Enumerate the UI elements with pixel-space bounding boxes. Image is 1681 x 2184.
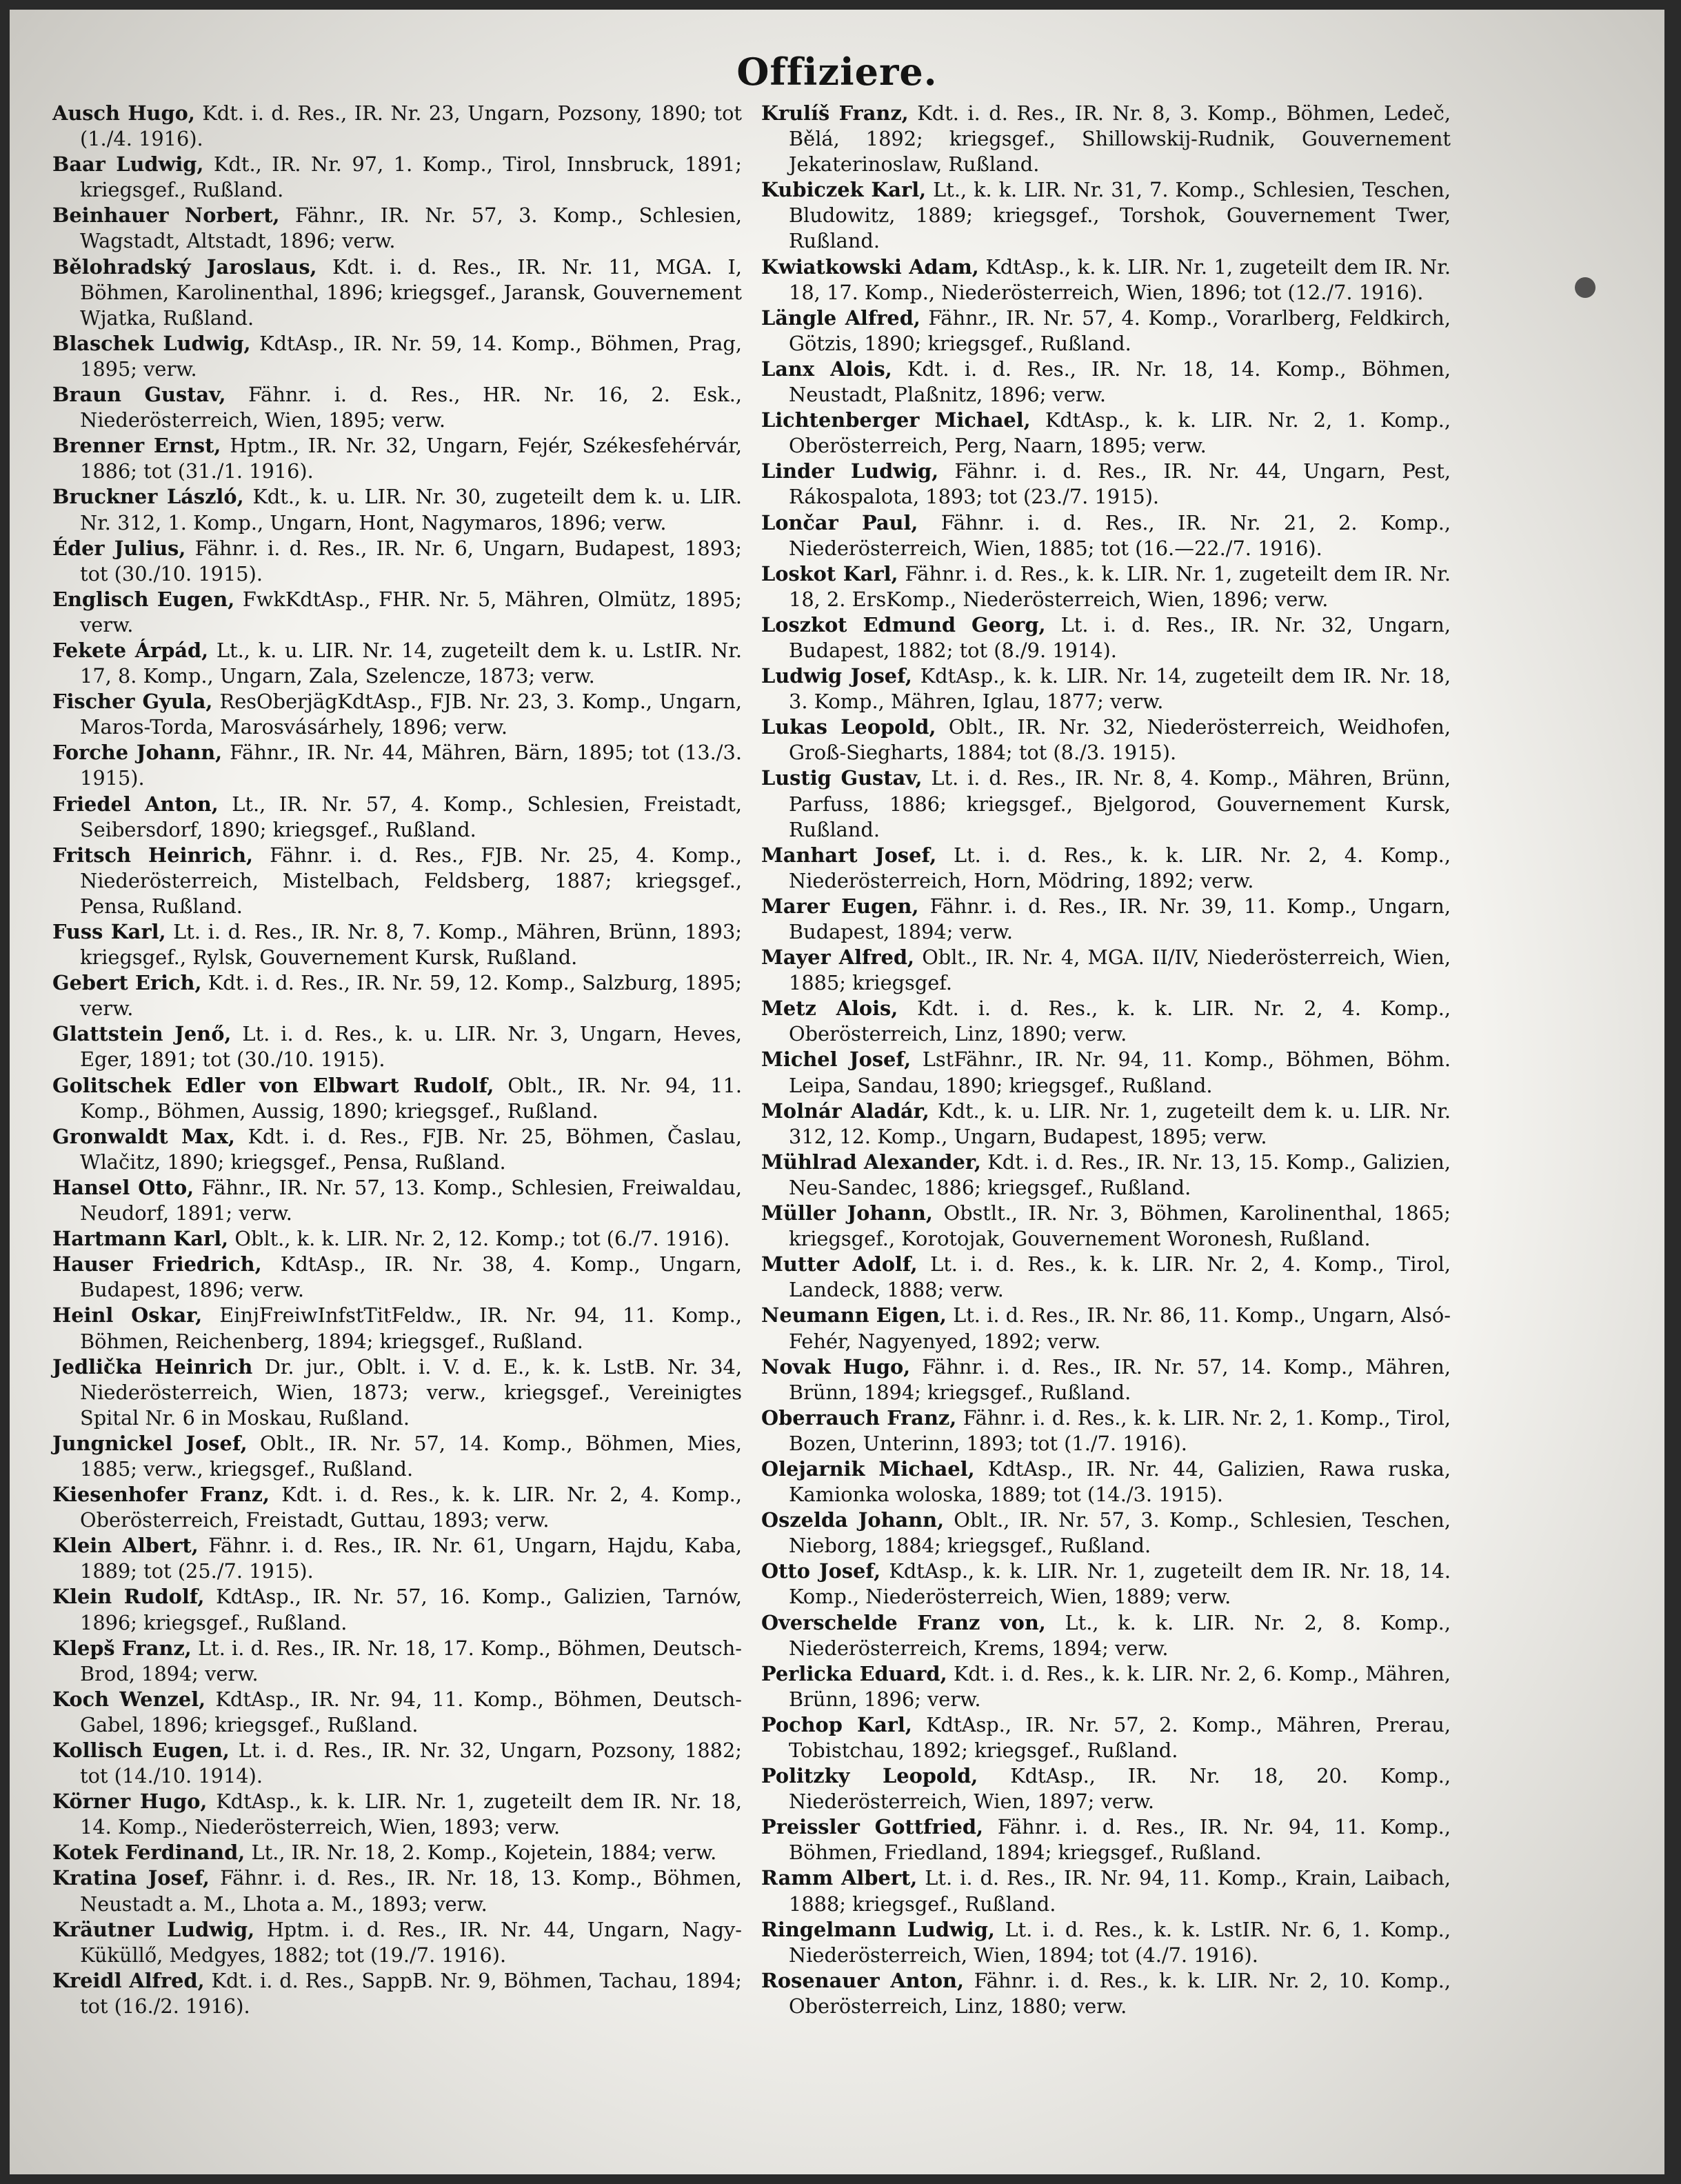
entry-details: Kdt. i. d. Res., IR. Nr. 8, 3. Komp., Böhmen, Ledeč, Bělá, 1892; kriegsgef., Shillowskij-Rudnik, Gouvernement Jekaterinoslaw, Rußland. (789, 101, 1451, 177)
entry-name: Mayer Alfred, (761, 945, 915, 970)
entry-details: KdtAsp., k. k. LIR. Nr. 1, zugeteilt dem IR. Nr. 18, 14. Komp., Niederösterreich, Wien, 1889; verw. (789, 1559, 1451, 1609)
entry-details: Kdt., k. u. LIR. Nr. 30, zugeteilt dem k. u. LIR. Nr. 312, 1. Komp., Ungarn, Hont, Nagymaros, 1896; verw. (80, 485, 742, 534)
list-item (761, 510, 1451, 561)
entry-name: Müller Johann, (761, 1201, 933, 1225)
entry-name: Koch Wenzel, (52, 1687, 206, 1711)
entry-name: Michel Josef, (761, 1048, 912, 1072)
entry-details: Lt. i. d. Res., IR. Nr. 8, 7. Komp., Mähren, Brünn, 1893; kriegsgef., Rylsk, Gouvernement Kursk, Rußland. (80, 920, 742, 970)
entry-name: Kwiatkowski Adam, (761, 254, 979, 279)
entry-name: Körner Hugo, (52, 1790, 208, 1814)
entry-details: Kdt. i. d. Res., k. k. LIR. Nr. 2, 4. Komp., Oberösterreich, Freistadt, Guttau, 1893; verw. (80, 1483, 742, 1532)
list-item (52, 433, 742, 484)
list-item (52, 1431, 742, 1482)
list-item (761, 1814, 1451, 1865)
list-item (761, 894, 1451, 945)
list-item (761, 1559, 1451, 1610)
list-item (52, 484, 742, 535)
entry-details: Hptm. i. d. Res., IR. Nr. 44, Ungarn, Nagy-Küküllő, Medgyes, 1882; tot (19./7. 1916). (80, 1917, 742, 1967)
entry-name: Mühlrad Alexander, (761, 1150, 981, 1174)
entry-name: Kubiczek Karl, (761, 178, 927, 202)
list-item (761, 612, 1451, 663)
entry-details: KdtAsp., IR. Nr. 38, 4. Komp., Ungarn, Budapest, 1896; verw. (80, 1252, 742, 1302)
list-item (52, 1968, 742, 2019)
entry-details: Lt. i. d. Res., k. k. LIR. Nr. 2, 4. Komp., Tirol, Landeck, 1888; verw. (789, 1252, 1451, 1302)
entry-details: KdtAsp., IR. Nr. 18, 20. Komp., Niederösterreich, Wien, 1897; verw. (789, 1764, 1451, 1814)
list-item (761, 1968, 1451, 2019)
entry-name: Lichtenberger Michael, (761, 408, 1031, 432)
entry-name: Oberrauch Franz, (761, 1405, 957, 1430)
entry-details: Lt., IR. Nr. 57, 4. Komp., Schlesien, Freistadt, Seibersdorf, 1890; kriegsgef., Rußland. (80, 792, 743, 841)
entry-name: Jungnickel Josef, (52, 1431, 248, 1455)
entry-details: Lt., k. k. LIR. Nr. 2, 8. Komp., Niederösterreich, Krems, 1894; verw. (789, 1610, 1451, 1660)
entry-details: KdtAsp., k. k. LIR. Nr. 2, 1. Komp., Oberösterreich, Perg, Naarn, 1895; verw. (789, 408, 1451, 458)
left-column (52, 101, 742, 2019)
list-item (52, 1840, 742, 1865)
entry-details: KdtAsp., IR. Nr. 44, Galizien, Rawa ruska, Kamionka woloska, 1889; tot (14./3. 1915). (789, 1456, 1451, 1507)
entry-details: Lt. i. d. Res., k. k. LstIR. Nr. 6, 1. Komp., Niederösterreich, Wien, 1894; tot (4./7. 1916). (789, 1917, 1451, 1967)
entry-details: Oblt., IR. Nr. 57, 3. Komp., Schlesien, Teschen, Nieborg, 1884; kriegsgef., Rußland. (789, 1508, 1451, 1558)
entry-name: Heinl Oskar, (52, 1303, 203, 1328)
right-column (761, 101, 1451, 2019)
entry-name: Marer Eugen, (761, 894, 919, 918)
entry-name: Politzky Leopold, (761, 1764, 978, 1788)
entry-details: Fähnr. i. d. Res., IR. Nr. 61, Ungarn, Hajdu, Kaba, 1889; tot (25./7. 1915). (80, 1534, 742, 1583)
list-item (52, 1252, 742, 1303)
entry-details: Kdt. i. d. Res., FJB. Nr. 25, Böhmen, Časlau, Wlačitz, 1890; kriegsgef., Pensa, Rußland. (80, 1124, 742, 1174)
entry-name: Klein Albert, (52, 1534, 199, 1558)
entry-details: Fähnr., IR. Nr. 57, 4. Komp., Vorarlberg, Feldkirch, Götzis, 1890; kriegsgef., Rußland. (789, 305, 1451, 355)
list-item (52, 152, 742, 203)
entry-details: Fähnr. i. d. Res., HR. Nr. 16, 2. Esk., Niederösterreich, Wien, 1895; verw. (80, 383, 742, 432)
entry-name: Glattstein Jenő, (52, 1022, 232, 1046)
entry-name: Friedel Anton, (52, 792, 219, 816)
entry-details: Lt. i. d. Res., IR. Nr. 94, 11. Komp., Krain, Laibach, 1888; kriegsgef., Rußland. (789, 1866, 1451, 1916)
page-title: Offiziere. (736, 50, 938, 94)
entry-name: Beinhauer Norbert, (52, 203, 280, 228)
list-item (52, 1124, 742, 1175)
entry-details: Fähnr., IR. Nr. 57, 3. Komp., Schlesien, Wagstadt, Altstadt, 1896; verw. (80, 203, 742, 253)
entry-details: Fähnr. i. d. Res., IR. Nr. 57, 14. Komp., Mähren, Brünn, 1894; kriegsgef., Rußland. (789, 1354, 1451, 1404)
entry-name: Kollisch Eugen, (52, 1739, 230, 1762)
entry-name: Längle Alfred, (761, 305, 920, 330)
entry-details: Dr. jur., Oblt. i. V. d. E., k. k. LstB. Nr. 34, Niederösterreich, Wien, 1873; verw., kriegsgef., Vereinigtes Spital Nr. 6 in Moskau, Rußland. (80, 1354, 742, 1430)
entry-name: Hansel Otto, (52, 1175, 194, 1199)
list-item (52, 1226, 742, 1252)
entry-details: Lt. i. d. Res., IR. Nr. 8, 4. Komp., Mähren, Brünn, Parfuss, 1886; kriegsgef., Bjelgorod, Gouvernement Kursk, Rußland. (789, 766, 1451, 841)
entry-name: Kotek Ferdinand, (52, 1841, 245, 1865)
list-item (52, 1789, 742, 1840)
entry-details: Oblt., k. k. LIR. Nr. 2, 12. Komp.; tot (6./7. 1916). (228, 1227, 730, 1251)
entry-name: Hartmann Karl, (52, 1227, 229, 1251)
list-item (52, 382, 742, 433)
entry-name: Preissler Gottfried, (761, 1815, 984, 1839)
list-item (52, 638, 742, 689)
entry-name: Krulíš Franz, (761, 101, 909, 125)
list-item (52, 970, 742, 1021)
list-item (52, 740, 742, 791)
list-item (761, 1099, 1451, 1150)
entry-name: Englisch Eugen, (52, 587, 235, 611)
entry-name: Molnár Aladár, (761, 1099, 929, 1123)
list-item (761, 1201, 1451, 1252)
entry-name: Lanx Alois, (761, 357, 892, 381)
entry-details: Obstlt., IR. Nr. 3, Böhmen, Karolinenthal, 1865; kriegsgef., Korotojak, Gouvernement Woronesh, Rußland. (789, 1201, 1451, 1251)
entry-name: Éder Julius, (52, 536, 186, 560)
entry-details: Fähnr. i. d. Res., k. k. LIR. Nr. 2, 10. Komp., Oberösterreich, Linz, 1880; verw. (789, 1968, 1451, 2018)
entry-details: Fähnr. i. d. Res., IR. Nr. 6, Ungarn, Budapest, 1893; tot (30./10. 1915). (80, 536, 742, 585)
entry-details: Lt., k. u. LIR. Nr. 14, zugeteilt dem k. u. LstIR. Nr. 17, 8. Komp., Ungarn, Zala, Szelencze, 1873; verw. (80, 638, 742, 688)
entry-name: Fekete Árpád, (52, 638, 209, 662)
entry-details: Kdt. i. d. Res., IR. Nr. 11, MGA. I, Böhmen, Karolinenthal, 1896; kriegsgef., Jaransk, Gouvernement Wjatka, Rußland. (80, 254, 742, 330)
list-item (761, 1712, 1451, 1763)
entry-name: Oszelda Johann, (761, 1508, 945, 1532)
entry-name: Jedlička Heinrich (52, 1354, 253, 1379)
entry-details: Hptm., IR. Nr. 32, Ungarn, Fejér, Székesfehérvár, 1886; tot (31./1. 1916). (80, 434, 742, 483)
list-item (761, 254, 1451, 305)
list-item (52, 1687, 742, 1738)
entry-details: ResOberjägKdtAsp., FJB. Nr. 23, 3. Komp., Ungarn, Maros-Torda, Marosvásárhely, 1896; verw. (80, 690, 742, 739)
list-item (761, 1354, 1451, 1405)
entry-name: Hauser Friedrich, (52, 1252, 262, 1276)
list-item (761, 714, 1451, 765)
list-item (761, 459, 1451, 510)
entry-details: Lt. i. d. Res., IR. Nr. 32, Ungarn, Budapest, 1882; tot (8./9. 1914). (789, 612, 1451, 662)
list-item (761, 996, 1451, 1047)
entry-name: Bělohradský Jaroslaus, (52, 254, 317, 279)
ink-blot (1575, 277, 1596, 298)
entry-details: Kdt. i. d. Res., IR. Nr. 23, Ungarn, Pozsony, 1890; tot (1./4. 1916). (80, 101, 742, 151)
entry-details: Fähnr. i. d. Res., FJB. Nr. 25, 4. Komp., Niederösterreich, Mistelbach, Feldsberg, 1887; kriegsgef., Pensa, Rußland. (80, 843, 742, 918)
list-item (52, 792, 742, 843)
list-item (761, 1047, 1451, 1098)
entry-details: Oblt., IR. Nr. 32, Niederösterreich, Weidhofen, Groß-Siegharts, 1884; tot (8./3. 1915). (789, 715, 1451, 765)
list-item (52, 1073, 742, 1124)
entry-details: Kdt. i. d. Res., IR. Nr. 59, 12. Komp., Salzburg, 1895; verw. (80, 971, 742, 1021)
entry-name: Ludwig Josef, (761, 664, 912, 688)
list-item (52, 689, 742, 740)
list-item (52, 1482, 742, 1533)
entry-name: Blaschek Ludwig, (52, 331, 251, 355)
entry-name: Kräutner Ludwig, (52, 1917, 255, 1941)
list-item (761, 945, 1451, 996)
entry-name: Gronwaldt Max, (52, 1124, 235, 1148)
entry-name: Perlicka Eduard, (761, 1661, 947, 1685)
entry-name: Lončar Paul, (761, 510, 918, 534)
entry-name: Mutter Adolf, (761, 1252, 918, 1276)
list-item (761, 1405, 1451, 1456)
list-item (761, 1917, 1451, 1968)
entry-name: Golitschek Edler von Elbwart Rudolf, (52, 1073, 494, 1097)
list-item (52, 1636, 742, 1687)
list-item (52, 1917, 742, 1968)
list-item (52, 919, 742, 970)
entry-name: Rosenauer Anton, (761, 1968, 964, 1992)
list-item (761, 1150, 1451, 1201)
entry-details: KdtAsp., IR. Nr. 59, 14. Komp., Böhmen, Prag, 1895; verw. (80, 331, 742, 381)
list-item (761, 765, 1451, 842)
list-item (52, 1303, 742, 1354)
entry-details: Lt. i. d. Res., IR. Nr. 32, Ungarn, Pozsony, 1882; tot (14./10. 1914). (80, 1739, 742, 1788)
entry-details: EinjFreiwInfstTitFeldw., IR. Nr. 94, 11. Komp., Böhmen, Reichenberg, 1894; kriegsgef., Rußland. (80, 1303, 742, 1353)
entry-name: Kiesenhofer Franz, (52, 1483, 270, 1507)
list-item (761, 177, 1451, 254)
entry-name: Manhart Josef, (761, 843, 937, 867)
entry-details: KdtAsp., IR. Nr. 57, 16. Komp., Galizien, Tarnów, 1896; kriegsgef., Rußland. (80, 1585, 742, 1634)
list-item (52, 587, 742, 638)
list-item (761, 1303, 1451, 1354)
entry-name: Kreidl Alfred, (52, 1968, 205, 1992)
list-item (761, 561, 1451, 612)
entry-details: Kdt. i. d. Res., IR. Nr. 18, 14. Komp., Böhmen, Neustadt, Plaßnitz, 1896; verw. (789, 357, 1451, 407)
entry-name: Klepš Franz, (52, 1636, 192, 1660)
entry-details: KdtAsp., IR. Nr. 94, 11. Komp., Böhmen, Deutsch-Gabel, 1896; kriegsgef., Rußland. (80, 1687, 742, 1736)
entry-details: FwkKdtAsp., FHR. Nr. 5, Mähren, Olmütz, 1895; verw. (80, 587, 742, 637)
list-item (52, 1738, 742, 1789)
list-item (761, 1661, 1451, 1712)
entry-details: Fähnr. i. d. Res., IR. Nr. 21, 2. Komp., Niederösterreich, Wien, 1885; tot (16.—22./7. 1916). (789, 510, 1451, 560)
list-item (761, 1763, 1451, 1814)
entry-details: KdtAsp., k. k. LIR. Nr. 1, zugeteilt dem IR. Nr. 18, 17. Komp., Niederösterreich, Wien, 1896; tot (12./7. 1916). (789, 254, 1451, 304)
entry-name: Metz Alois, (761, 996, 898, 1021)
entry-details: Lt. i. d. Res., IR. Nr. 18, 17. Komp., Böhmen, Deutsch-Brod, 1894; verw. (80, 1636, 742, 1685)
entry-name: Otto Josef, (761, 1559, 881, 1583)
entry-details: Kdt. i. d. Res., k. k. LIR. Nr. 2, 4. Komp., Oberösterreich, Linz, 1890; verw. (789, 996, 1451, 1046)
list-item (761, 843, 1451, 894)
entry-details: Fähnr. i. d. Res., k. k. LIR. Nr. 1, zugeteilt dem IR. Nr. 18, 2. ErsKomp., Niederösterreich, Wien, 1896; verw. (789, 561, 1451, 611)
entry-name: Novak Hugo, (761, 1354, 911, 1379)
list-item (52, 536, 742, 587)
list-item (52, 331, 742, 382)
entry-details: KdtAsp., IR. Nr. 57, 2. Komp., Mähren, Prerau, Tobistchau, 1892; kriegsgef., Rußland. (789, 1712, 1451, 1762)
entry-name: Klein Rudolf, (52, 1585, 205, 1609)
list-item (761, 1507, 1451, 1559)
entry-name: Gebert Erich, (52, 971, 202, 995)
entry-name: Lustig Gustav, (761, 766, 923, 790)
entry-name: Braun Gustav, (52, 383, 226, 407)
entry-details: Kdt., IR. Nr. 97, 1. Komp., Tirol, Innsbruck, 1891; kriegsgef., Rußland. (80, 152, 742, 202)
entry-details: Lt., IR. Nr. 18, 2. Komp., Kojetein, 1884; verw. (245, 1841, 717, 1865)
list-item (52, 1584, 742, 1635)
entry-details: Oblt., IR. Nr. 4, MGA. II/IV, Niederösterreich, Wien, 1885; kriegsgef. (789, 945, 1451, 995)
entry-details: Lt., k. k. LIR. Nr. 31, 7. Komp., Schlesien, Teschen, Bludowitz, 1889; kriegsgef., Torshok, Gouvernement Twer, Rußland. (789, 178, 1451, 253)
list-item (761, 1865, 1451, 1916)
entry-details: Fähnr., IR. Nr. 44, Mähren, Bärn, 1895; tot (13./3. 1915). (80, 741, 742, 790)
entry-details: Fähnr. i. d. Res., IR. Nr. 18, 13. Komp., Böhmen, Neustadt a. M., Lhota a. M., 1893; verw. (80, 1866, 742, 1916)
entry-name: Overschelde Franz von, (761, 1610, 1046, 1634)
entry-name: Baar Ludwig, (52, 152, 204, 177)
entry-name: Ausch Hugo, (52, 101, 195, 125)
list-item (761, 1456, 1451, 1507)
entry-details: KdtAsp., k. k. LIR. Nr. 1, zugeteilt dem IR. Nr. 18, 14. Komp., Niederösterreich, Wien, 1893; verw. (80, 1790, 742, 1839)
entry-details: KdtAsp., k. k. LIR. Nr. 14, zugeteilt dem IR. Nr. 18, 3. Komp., Mähren, Iglau, 1877; verw. (789, 664, 1451, 714)
entry-details: Kdt. i. d. Res., k. k. LIR. Nr. 2, 6. Komp., Mähren, Brünn, 1896; verw. (789, 1661, 1451, 1711)
entry-name: Forche Johann, (52, 741, 223, 765)
entry-details: Lt. i. d. Res., k. u. LIR. Nr. 3, Ungarn, Heves, Eger, 1891; tot (30./10. 1915). (80, 1022, 742, 1072)
entry-name: Olejarnik Michael, (761, 1456, 975, 1481)
entry-name: Brenner Ernst, (52, 434, 221, 458)
entry-name: Linder Ludwig, (761, 459, 939, 483)
entry-details: Oblt., IR. Nr. 94, 11. Komp., Böhmen, Aussig, 1890; kriegsgef., Rußland. (80, 1073, 742, 1123)
list-item (761, 408, 1451, 459)
entry-name: Neumann Eigen, (761, 1303, 947, 1328)
entry-name: Pochop Karl, (761, 1712, 912, 1736)
list-item (52, 1865, 742, 1916)
list-item (52, 1021, 742, 1072)
entry-details: Kdt. i. d. Res., IR. Nr. 13, 15. Komp., Galizien, Neu-Sandec, 1886; kriegsgef., Rußland. (789, 1150, 1451, 1199)
entry-details: Fähnr., IR. Nr. 57, 13. Komp., Schlesien, Freiwaldau, Neudorf, 1891; verw. (80, 1175, 742, 1225)
list-item (52, 1175, 742, 1226)
entry-name: Kratina Josef, (52, 1866, 210, 1890)
entry-name: Fischer Gyula, (52, 690, 213, 714)
entry-details: Fähnr. i. d. Res., IR. Nr. 94, 11. Komp., Böhmen, Friedland, 1894; kriegsgef., Rußland. (789, 1815, 1451, 1865)
entry-details: Fähnr. i. d. Res., IR. Nr. 39, 11. Komp., Ungarn, Budapest, 1894; verw. (789, 894, 1451, 943)
list-item (761, 101, 1451, 177)
list-item (761, 1610, 1451, 1661)
entry-details: Fähnr. i. d. Res., IR. Nr. 44, Ungarn, Pest, Rákospalota, 1893; tot (23./7. 1915). (789, 459, 1451, 509)
entry-details: Fähnr. i. d. Res., k. k. LIR. Nr. 2, 1. Komp., Tirol, Bozen, Unterinn, 1893; tot (1./7. 1916). (789, 1405, 1451, 1455)
list-item (52, 101, 742, 152)
entry-details: LstFähnr., IR. Nr. 94, 11. Komp., Böhmen, Böhm. Leipa, Sandau, 1890; kriegsgef., Rußland. (789, 1048, 1451, 1097)
list-item (52, 843, 742, 919)
list-item (761, 1252, 1451, 1303)
entry-details: Lt. i. d. Res., IR. Nr. 86, 11. Komp., Ungarn, Alsó-Fehér, Nagyenyed, 1892; verw. (789, 1303, 1451, 1353)
entry-name: Loszkot Edmund Georg, (761, 612, 1046, 637)
entry-name: Fritsch Heinrich, (52, 843, 254, 867)
list-item (761, 357, 1451, 408)
entry-details: Kdt., k. u. LIR. Nr. 1, zugeteilt dem k. u. LIR. Nr. 312, 12. Komp., Ungarn, Budapest, 1895; verw. (789, 1099, 1451, 1148)
entry-details: Lt. i. d. Res., k. k. LIR. Nr. 2, 4. Komp., Niederösterreich, Horn, Mödring, 1892; verw. (789, 843, 1451, 892)
entry-name: Loskot Karl, (761, 561, 898, 585)
list-item (52, 1354, 742, 1431)
entry-name: Ringelmann Ludwig, (761, 1917, 995, 1941)
list-item (761, 663, 1451, 714)
list-item (52, 1533, 742, 1584)
entry-name: Fuss Karl, (52, 920, 166, 943)
entry-name: Bruckner László, (52, 485, 244, 509)
list-item (52, 254, 742, 331)
list-item (52, 203, 742, 254)
list-item (761, 305, 1451, 357)
entry-details: Kdt. i. d. Res., SappB. Nr. 9, Böhmen, Tachau, 1894; tot (16./2. 1916). (80, 1968, 742, 2018)
entry-name: Ramm Albert, (761, 1866, 918, 1890)
entry-name: Lukas Leopold, (761, 715, 936, 739)
entry-details: Oblt., IR. Nr. 57, 14. Komp., Böhmen, Mies, 1885; verw., kriegsgef., Rußland. (80, 1431, 742, 1481)
